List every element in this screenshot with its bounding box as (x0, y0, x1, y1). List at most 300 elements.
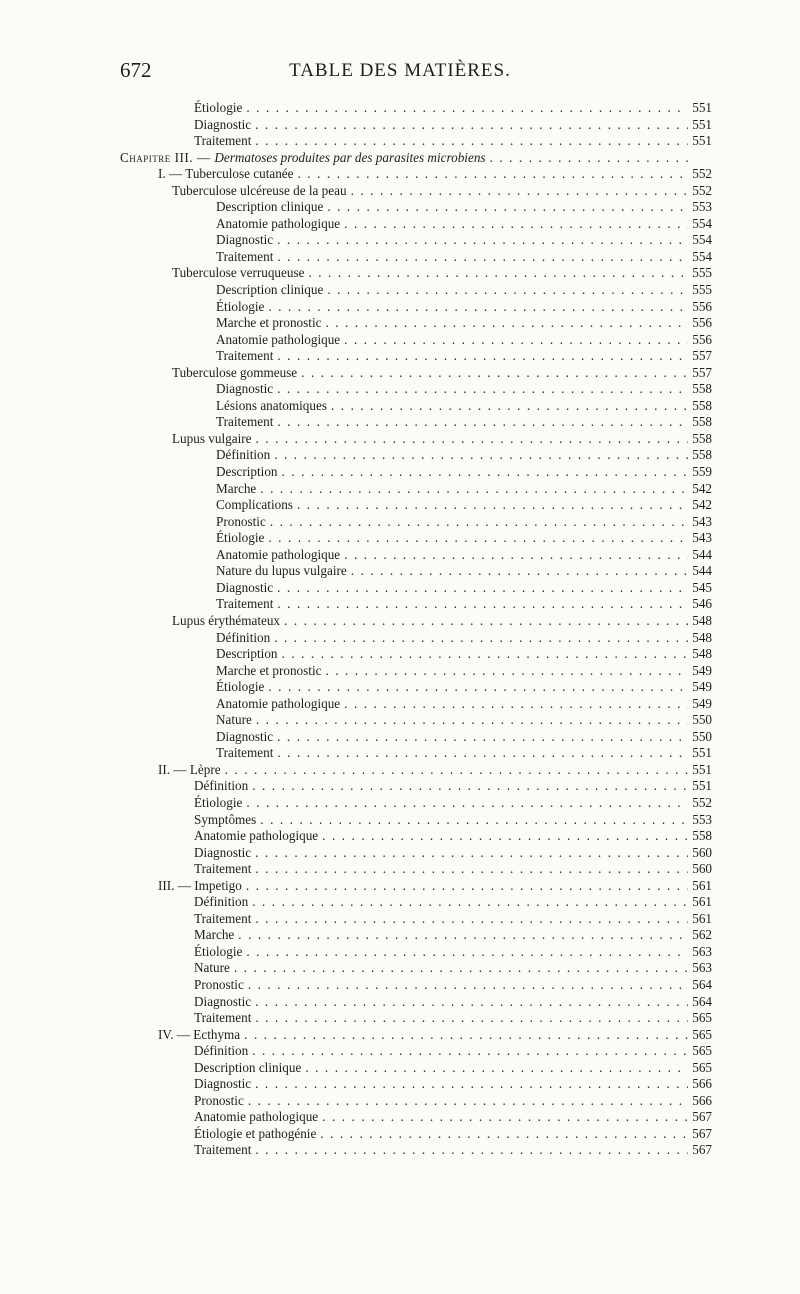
toc-entry-text: Tuberculose gommeuse (172, 364, 298, 380)
toc-entry (120, 630, 712, 647)
toc-entry (120, 861, 712, 878)
toc-entry-text: Marche (194, 927, 235, 943)
dot-leader (260, 481, 688, 498)
toc-entry-page: 554 (692, 215, 712, 231)
toc-entry-label (194, 778, 248, 795)
toc-entry-text: Lupus vulgaire (172, 430, 252, 446)
dot-leader (274, 630, 688, 647)
toc-entry-page: 557 (692, 364, 712, 380)
toc-entry (120, 150, 712, 167)
toc-entry-page: 563 (692, 943, 712, 959)
toc-entry-label (216, 679, 264, 696)
toc-entry-page: 565 (692, 1043, 712, 1059)
toc-entry-text: Définition (216, 447, 271, 463)
toc-entry-text: Pronostic (194, 976, 244, 992)
toc-entry-page: 546 (692, 596, 712, 612)
toc-entry-page: 554 (692, 232, 712, 248)
toc-entry-label (216, 398, 327, 415)
toc-entry-text: Anatomie pathologique (216, 695, 341, 711)
toc-entry-label (194, 977, 244, 994)
toc-entry-page: 558 (692, 430, 712, 446)
toc-entry (120, 431, 712, 448)
toc-entry (120, 1027, 712, 1044)
toc-entry-text: Étiologie et pathogénie (194, 1125, 317, 1141)
toc-entry (120, 514, 712, 531)
toc-entry-text: Nature (194, 960, 230, 976)
toc-entry-page: 558 (692, 381, 712, 397)
dot-leader (327, 282, 688, 299)
toc-entry-label (158, 1027, 240, 1044)
toc-entry-text: Traitement (194, 861, 252, 877)
dot-leader (277, 580, 688, 597)
toc-entry (120, 563, 712, 580)
toc-entry-text: Anatomie pathologique (194, 828, 319, 844)
toc-entry (120, 994, 712, 1011)
toc-entry-page: 556 (692, 315, 712, 331)
toc-entry-label (194, 828, 318, 845)
toc-entry-text: Diagnostic (216, 381, 274, 397)
toc-entry-text: Complications (216, 497, 293, 513)
dot-leader (268, 530, 688, 547)
toc-entry-page: 550 (692, 728, 712, 744)
toc-entry-label (194, 911, 251, 928)
toc-entry-text: Anatomie pathologique (216, 331, 341, 347)
dot-leader (255, 133, 688, 150)
toc-entry-label (216, 729, 273, 746)
toc-entry (120, 481, 712, 498)
toc-entry-text: Diagnostic (194, 993, 252, 1009)
toc-entry (120, 696, 712, 713)
toc-entry-page: 560 (692, 844, 712, 860)
dot-leader (244, 1027, 688, 1044)
toc-entry (120, 447, 712, 464)
dot-leader (268, 299, 688, 316)
toc-entry (120, 133, 712, 150)
dot-leader (351, 183, 688, 200)
toc-entry (120, 299, 712, 316)
toc-entry-label (194, 927, 234, 944)
toc-entry (120, 547, 712, 564)
dot-leader (255, 994, 688, 1011)
toc-entry-text: Traitement (216, 414, 274, 430)
toc-entry-page: 559 (692, 464, 712, 480)
toc-entry-label (216, 232, 273, 249)
toc-entry-page: 567 (692, 1109, 712, 1125)
dot-leader (277, 596, 688, 613)
toc-entry-page: 565 (692, 1059, 712, 1075)
toc-entry-page: 542 (692, 497, 712, 513)
toc-entry-page: 567 (692, 1142, 712, 1158)
toc-entry-label (194, 1142, 251, 1159)
toc-entry-label (172, 265, 304, 282)
toc-entry-label (194, 1093, 244, 1110)
dot-leader (248, 1093, 688, 1110)
toc-entry-text: Symptômes (194, 811, 257, 827)
toc-entry-page: 549 (692, 662, 712, 678)
dot-leader (344, 332, 688, 349)
dot-leader (282, 646, 688, 663)
toc-entry-page: 558 (692, 828, 712, 844)
toc-entry-label (216, 249, 273, 266)
toc-entry-label (172, 431, 251, 448)
toc-entry-label (216, 596, 273, 613)
toc-entry-text: Lupus érythémateux (172, 612, 281, 628)
toc-entry-text: Traitement (194, 1010, 252, 1026)
dot-leader (225, 762, 688, 779)
dot-leader (255, 911, 688, 928)
toc-entry-page: 550 (692, 712, 712, 728)
toc-entry-page: 542 (692, 480, 712, 496)
dot-leader (277, 745, 688, 762)
toc-entry-label (216, 712, 252, 729)
toc-entry (120, 812, 712, 829)
toc-entry-text: Anatomie pathologique (194, 1109, 319, 1125)
toc-entry-page: 564 (692, 993, 712, 1009)
toc-entry-label (194, 100, 242, 117)
toc-entry-label (216, 447, 270, 464)
toc-entry-page: 551 (692, 778, 712, 794)
toc-entry (120, 1010, 712, 1027)
toc-entry (120, 530, 712, 547)
toc-entry (120, 265, 712, 282)
toc-entry-text: Description (216, 464, 278, 480)
dot-leader (234, 960, 688, 977)
toc-entry (120, 249, 712, 266)
toc-entry-label (216, 745, 273, 762)
toc-entry-text: Traitement (194, 1142, 252, 1158)
toc-entry (120, 911, 712, 928)
toc-entry-page: 549 (692, 695, 712, 711)
dot-leader (327, 199, 688, 216)
dot-leader (252, 778, 688, 795)
dot-leader (298, 166, 688, 183)
toc-entry-page: 557 (692, 348, 712, 364)
toc-entry-label (216, 547, 340, 564)
toc-entry-label (216, 199, 323, 216)
dot-leader (344, 216, 688, 233)
toc-entry-text: Traitement (216, 348, 274, 364)
toc-entry-text: Étiologie (216, 298, 265, 314)
toc-entry (120, 663, 712, 680)
toc-entry (120, 398, 712, 415)
dot-leader (268, 679, 688, 696)
toc-entry-page: 553 (692, 811, 712, 827)
toc-entry-text: Diagnostic (194, 116, 252, 132)
toc-entry-page: 555 (692, 282, 712, 298)
toc-entry-page: 562 (692, 927, 712, 943)
toc-entry (120, 199, 712, 216)
toc-entry-page: 544 (692, 546, 712, 562)
toc-entry-label (194, 1043, 248, 1060)
toc-entry-text: Description clinique (216, 199, 324, 215)
toc-entry-label (216, 299, 264, 316)
toc-entry-page: 555 (692, 265, 712, 281)
dot-leader (344, 696, 688, 713)
toc-entry-text: Anatomie pathologique (216, 546, 341, 562)
toc-entry-page: 565 (692, 1026, 712, 1042)
toc-entry-label (158, 762, 221, 779)
toc-entry-page: 551 (692, 761, 712, 777)
dot-leader (246, 795, 688, 812)
dot-leader (277, 249, 688, 266)
dot-leader (246, 100, 688, 117)
toc-entry-label (216, 315, 321, 332)
toc-entry-text: Étiologie (194, 943, 243, 959)
toc-entry (120, 1043, 712, 1060)
toc-entry (120, 1142, 712, 1159)
toc-entry-page: 566 (692, 1076, 712, 1092)
toc-entry-label (120, 150, 486, 167)
dot-leader (322, 1109, 688, 1126)
toc-entry (120, 745, 712, 762)
toc-entry-text: Anatomie pathologique (216, 215, 341, 231)
dot-leader (260, 812, 688, 829)
dot-leader (282, 464, 688, 481)
toc-entry (120, 166, 712, 183)
toc-entry-page: 548 (692, 629, 712, 645)
toc-entry-page: 551 (692, 100, 712, 115)
toc-entry (120, 894, 712, 911)
toc-entry-label (216, 332, 340, 349)
toc-entry (120, 497, 712, 514)
dot-leader (297, 497, 688, 514)
toc-entry-label (194, 861, 251, 878)
toc-entry-text: Diagnostic (216, 728, 274, 744)
toc-entry (120, 580, 712, 597)
toc-entry-page: 566 (692, 1092, 712, 1108)
toc-entry-page: 556 (692, 298, 712, 314)
toc-entry-text: Description (216, 646, 278, 662)
toc-entry-text: IV. — Ecthyma (158, 1026, 241, 1042)
dot-leader (274, 447, 688, 464)
toc-entry-label (194, 845, 251, 862)
dot-leader (490, 150, 688, 167)
toc-entry (120, 944, 712, 961)
toc-entry (120, 646, 712, 663)
toc-entry (120, 613, 712, 630)
toc-entry (120, 596, 712, 613)
toc-entry-label (216, 216, 340, 233)
toc-entry (120, 1060, 712, 1077)
chapter-prefix: Chapitre III. — (120, 149, 215, 165)
toc-entry (120, 1109, 712, 1126)
toc-entry-label (194, 894, 248, 911)
toc-entry-text: Diagnostic (194, 844, 252, 860)
toc-entry (120, 977, 712, 994)
toc-entry-label (216, 414, 273, 431)
toc-entry-text: Étiologie (216, 679, 265, 695)
page-header (0, 58, 800, 88)
toc-entry-label (216, 514, 266, 531)
toc-entry-page: 552 (692, 794, 712, 810)
toc-entry-label (172, 183, 347, 200)
toc-entry-page: 554 (692, 248, 712, 264)
toc-entry-label (194, 1076, 251, 1093)
dot-leader (255, 845, 688, 862)
toc-entry-label (194, 117, 251, 134)
toc-entry-text: Lésions anatomiques (216, 397, 327, 413)
toc-entry-text: Tuberculose verruqueuse (172, 265, 305, 281)
toc-entry (120, 729, 712, 746)
toc-entry-label (216, 282, 323, 299)
dot-leader (277, 348, 688, 365)
toc-entry-page: 551 (692, 116, 712, 132)
dot-leader (331, 398, 688, 415)
dot-leader (277, 381, 688, 398)
dot-leader (238, 927, 688, 944)
dot-leader (255, 1010, 688, 1027)
toc-entry-page: 548 (692, 612, 712, 628)
toc-entry-text: Pronostic (216, 513, 266, 529)
toc-entry (120, 100, 712, 117)
toc-entry-page: 552 (692, 182, 712, 198)
toc-entry-page: 560 (692, 861, 712, 877)
toc-entry-page: 552 (692, 166, 712, 182)
toc-entry (120, 348, 712, 365)
toc-entry-text: Traitement (194, 133, 252, 149)
toc-entry-text: Étiologie (194, 794, 243, 810)
toc-entry-page: 558 (692, 414, 712, 430)
dot-leader (255, 117, 688, 134)
dot-leader (270, 514, 688, 531)
dot-leader (246, 878, 688, 895)
toc-entry (120, 1126, 712, 1143)
dot-leader (344, 547, 688, 564)
toc-entry-label (194, 1010, 251, 1027)
toc-entry-label (194, 944, 242, 961)
toc-entry-text: Marche (216, 480, 257, 496)
toc-entry-page: 556 (692, 331, 712, 347)
toc-entry-label (216, 530, 264, 547)
dot-leader (255, 1076, 688, 1093)
toc-entry-label (216, 348, 273, 365)
toc-entry-label (216, 497, 293, 514)
toc-entry-page: 543 (692, 513, 712, 529)
toc-entry-page: 558 (692, 397, 712, 413)
toc-entry-text: Traitement (216, 248, 274, 264)
toc-entry-label (172, 613, 280, 630)
toc-entry-text: Étiologie (216, 530, 265, 546)
toc-entry-label (216, 563, 347, 580)
toc-entry-page: 549 (692, 679, 712, 695)
toc-entry-page: 553 (692, 199, 712, 215)
toc-entry-text: Tuberculose ulcéreuse de la peau (172, 182, 347, 198)
toc-entry (120, 216, 712, 233)
toc-entry-text: Définition (194, 778, 249, 794)
toc-entry-page: 565 (692, 1010, 712, 1026)
toc-entry (120, 414, 712, 431)
toc-entry-label (158, 166, 294, 183)
toc-entry-label (216, 464, 278, 481)
toc-entry-text: Nature du lupus vulgaire (216, 563, 347, 579)
toc-entry-text: Pronostic (194, 1092, 244, 1108)
dot-leader (252, 894, 688, 911)
toc-entry-text: Définition (216, 629, 271, 645)
toc-entry-label (216, 663, 321, 680)
dot-leader (325, 315, 688, 332)
toc-entry-page: 561 (692, 877, 712, 893)
dot-leader (246, 944, 688, 961)
toc-entry (120, 183, 712, 200)
toc-entry-page: 551 (692, 745, 712, 761)
toc-entry-page: 561 (692, 894, 712, 910)
toc-entry-text: Définition (194, 1043, 249, 1059)
dot-leader (320, 1126, 688, 1143)
toc-entry-label (194, 1060, 301, 1077)
toc-entry (120, 878, 712, 895)
toc-entry (120, 117, 712, 134)
toc-entry-label (216, 381, 273, 398)
toc-entry-page: 545 (692, 579, 712, 595)
toc-entry-text: III. — Impetigo (158, 877, 242, 893)
toc-entry-label (158, 878, 242, 895)
toc-entry-text: Description clinique (194, 1059, 302, 1075)
dot-leader (322, 828, 688, 845)
dot-leader (277, 414, 688, 431)
toc-entry-label (194, 133, 251, 150)
toc-entry-page: 567 (692, 1125, 712, 1141)
dot-leader (301, 365, 688, 382)
toc-entry (120, 712, 712, 729)
dot-leader (252, 1043, 688, 1060)
toc-entry-page: 563 (692, 960, 712, 976)
toc-entry-text: Marche et pronostic (216, 315, 322, 331)
toc-entry-label (172, 365, 297, 382)
toc-entry (120, 1076, 712, 1093)
toc-entry-text: I. — Tuberculose cutanée (158, 166, 294, 182)
toc-entry-label (194, 795, 242, 812)
table-of-contents (120, 100, 712, 1159)
toc-entry (120, 332, 712, 349)
toc-entry-page: 544 (692, 563, 712, 579)
toc-entry-label (216, 630, 270, 647)
toc-entry (120, 927, 712, 944)
toc-entry-text: Diagnostic (194, 1076, 252, 1092)
toc-entry (120, 828, 712, 845)
toc-entry-label (194, 994, 251, 1011)
toc-entry (120, 778, 712, 795)
toc-entry-text: Diagnostic (216, 579, 274, 595)
toc-entry-text: Traitement (194, 910, 252, 926)
dot-leader (308, 265, 688, 282)
toc-entry (120, 845, 712, 862)
toc-entry (120, 381, 712, 398)
toc-entry (120, 464, 712, 481)
toc-entry (120, 679, 712, 696)
toc-entry-text: Étiologie (194, 100, 243, 115)
toc-entry-label (194, 960, 230, 977)
dot-leader (255, 431, 688, 448)
toc-entry-page: 561 (692, 910, 712, 926)
page-title: TABLE DES MATIÈRES. (289, 60, 511, 81)
toc-entry (120, 232, 712, 249)
toc-entry-page: 548 (692, 646, 712, 662)
toc-entry (120, 1093, 712, 1110)
toc-entry (120, 365, 712, 382)
toc-entry-label (216, 646, 278, 663)
toc-entry (120, 762, 712, 779)
toc-entry-text: Marche et pronostic (216, 662, 322, 678)
toc-entry-label (194, 812, 256, 829)
dot-leader (351, 563, 688, 580)
toc-entry-label (194, 1109, 318, 1126)
toc-entry-text: Traitement (216, 596, 274, 612)
toc-entry-text: Définition (194, 894, 249, 910)
toc-entry-label (194, 1126, 316, 1143)
toc-entry-label (216, 696, 340, 713)
dot-leader (284, 613, 688, 630)
page-number: 672 (120, 58, 152, 82)
